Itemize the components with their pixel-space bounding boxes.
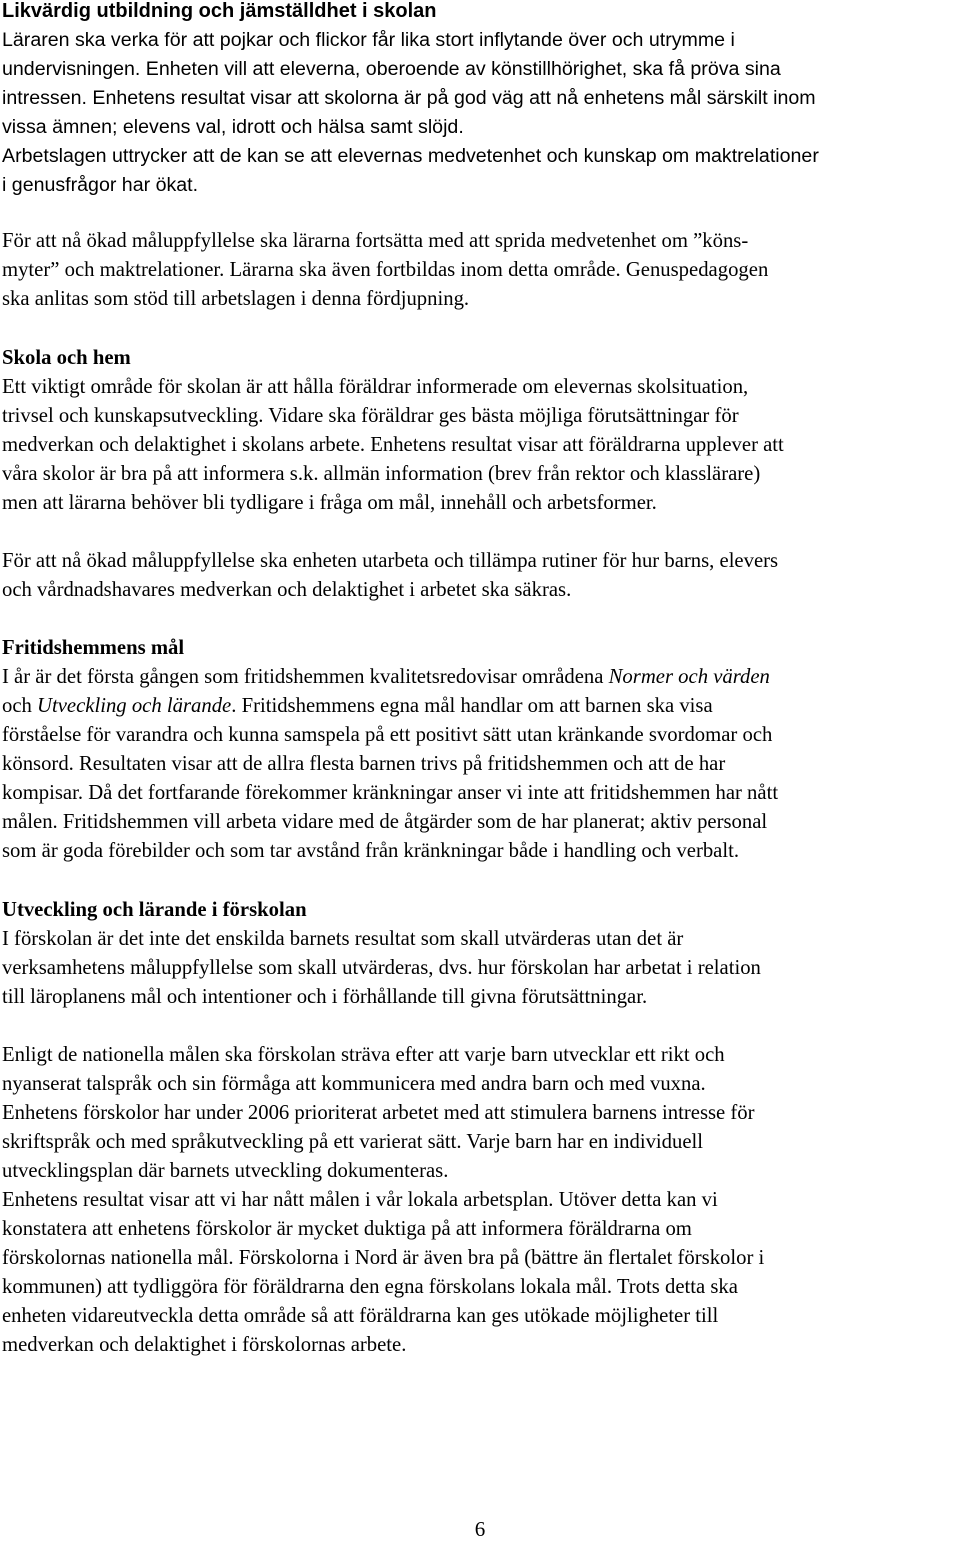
text-line: och vårdnadshavares medverkan och delaktighet i arbetet ska säkras. [2, 579, 572, 601]
text-line: förståelse för varandra och kunna samspela på ett positivt sätt utan kränkande svordomar och [2, 724, 773, 746]
text-line: verksamhetens måluppfyllelse som skall utvärderas, dvs. hur förskolan har arbetat i relation [2, 957, 761, 979]
text-line: konstatera att enhetens förskolor är mycket duktiga på att informera föräldrarna om [2, 1218, 692, 1240]
text-line: Enhetens förskolor har under 2006 prioriterat arbetet med att stimulera barnens intresse för [2, 1102, 755, 1124]
text-line: ska anlitas som stöd till arbetslagen i denna fördjupning. [2, 288, 470, 310]
heading-skola-hem: Skola och hem [2, 347, 131, 369]
text-line [2, 663, 958, 692]
text-line: men att lärarna behöver bli tydligare i fråga om mål, innehåll och arbetsformer. [2, 492, 657, 514]
text-line: målen. Fritidshemmen vill arbeta vidare med de åtgärder som de har planerat; aktiv personal [2, 811, 768, 833]
section-fritids [2, 634, 958, 866]
text-line: medverkan och delaktighet i skolans arbete. Enhetens resultat visar att föräldrarna upplever att [2, 434, 784, 456]
text-line: I förskolan är det inte det enskilda barnets resultat som skall utvärderas utan det är [2, 928, 684, 950]
text-line: förskolornas nationella mål. Förskolorna i Nord är även bra på (bättre än flertalet förskolor i [2, 1247, 765, 1269]
text-line: För att nå ökad måluppfyllelse ska enheten utarbeta och tillämpa rutiner för hur barns, elevers [2, 550, 779, 572]
text-line: kommunen) att tydliggöra för föräldrarna den egna förskolans lokala mål. Trots detta ska [2, 1276, 738, 1298]
section-likvardig [2, 0, 958, 200]
text-line: vissa ämnen; elevens val, idrott och hälsa samt slöjd. [2, 116, 464, 138]
text-line: könsord. Resultaten visar att de allra flesta barnen trivs på fritidshemmen och att de har [2, 753, 726, 775]
text-run: I år är det första gången som fritidshemmen kvalitetsredovisar områdena [2, 666, 609, 688]
text-line: enheten vidareutveckla detta område så att föräldrarna kan ges utökade möjligheter till [2, 1305, 719, 1327]
section-forskolan [2, 896, 958, 1012]
paragraph-forskolan-2 [2, 1041, 958, 1360]
text-line: i genusfrågor har ökat. [2, 174, 199, 196]
text-run: . Fritidshemmens egna mål handlar om att barnen ska visa [231, 695, 713, 717]
text-line: Enligt de nationella målen ska förskolan sträva efter att varje barn utvecklar ett rikt och [2, 1044, 725, 1066]
text-line: Enhetens resultat visar att vi har nått målen i vår lokala arbetsplan. Utöver detta kan vi [2, 1189, 718, 1211]
heading-forskolan: Utveckling och lärande i förskolan [2, 899, 307, 921]
text-line: trivsel och kunskapsutveckling. Vidare ska föräldrar ges bästa möjliga förutsättningar för [2, 405, 739, 427]
text-line: medverkan och delaktighet i förskolornas arbete. [2, 1334, 407, 1356]
text-line: Arbetslagen uttrycker att de kan se att elevernas medvetenhet och kunskap om maktrelationer [2, 145, 819, 167]
text-line: skriftspråk och med språkutveckling på ett varierat sätt. Varje barn har en individuell [2, 1131, 704, 1153]
text-line: som är goda förebilder och som tar avstånd från kränkningar både i handling och verbalt. [2, 840, 740, 862]
text-line: Ett viktigt område för skolan är att hålla föräldrar informerade om elevernas skolsituation, [2, 376, 749, 398]
paragraph-skola-hem-followup [2, 547, 958, 605]
paragraph-likvardig-followup [2, 227, 958, 314]
italic-term: Normer och värden [608, 666, 770, 688]
text-line: myter” och maktrelationer. Lärarna ska även fortbildas inom detta område. Genuspedagogen [2, 259, 769, 281]
heading-likvardig: Likvärdig utbildning och jämställdhet i skolan [2, 0, 437, 22]
text-line: undervisningen. Enheten vill att eleverna, oberoende av könstillhörighet, ska få pröva sina [2, 58, 781, 80]
heading-fritids: Fritidshemmens mål [2, 637, 185, 659]
text-line: till läroplanens mål och intentioner och i förhållande till givna förutsättningar. [2, 986, 648, 1008]
text-line: nyanserat talspråk och sin förmåga att kommunicera med andra barn och med vuxna. [2, 1073, 706, 1095]
text-line [2, 692, 958, 721]
italic-term: Utveckling och lärande [37, 695, 232, 717]
text-line: våra skolor är bra på att informera s.k. allmän information (brev från rektor och klasslärare) [2, 463, 761, 485]
text-line: Läraren ska verka för att pojkar och flickor får lika stort inflytande över och utrymme i [2, 29, 735, 51]
text-line: utvecklingsplan där barnets utveckling dokumenteras. [2, 1160, 449, 1182]
text-line: intressen. Enhetens resultat visar att skolorna är på god väg att nå enhetens mål särskilt inom [2, 87, 816, 109]
page-number: 6 [474, 1517, 486, 1541]
text-line: För att nå ökad måluppfyllelse ska lärarna fortsätta med att sprida medvetenhet om ”köns- [2, 230, 749, 252]
section-skola-hem [2, 344, 958, 518]
text-line: kompisar. Då det fortfarande förekommer kränkningar anser vi inte att fritidshemmen har nått [2, 782, 779, 804]
text-run: och [2, 695, 38, 717]
paragraph-likvardig [2, 26, 958, 200]
